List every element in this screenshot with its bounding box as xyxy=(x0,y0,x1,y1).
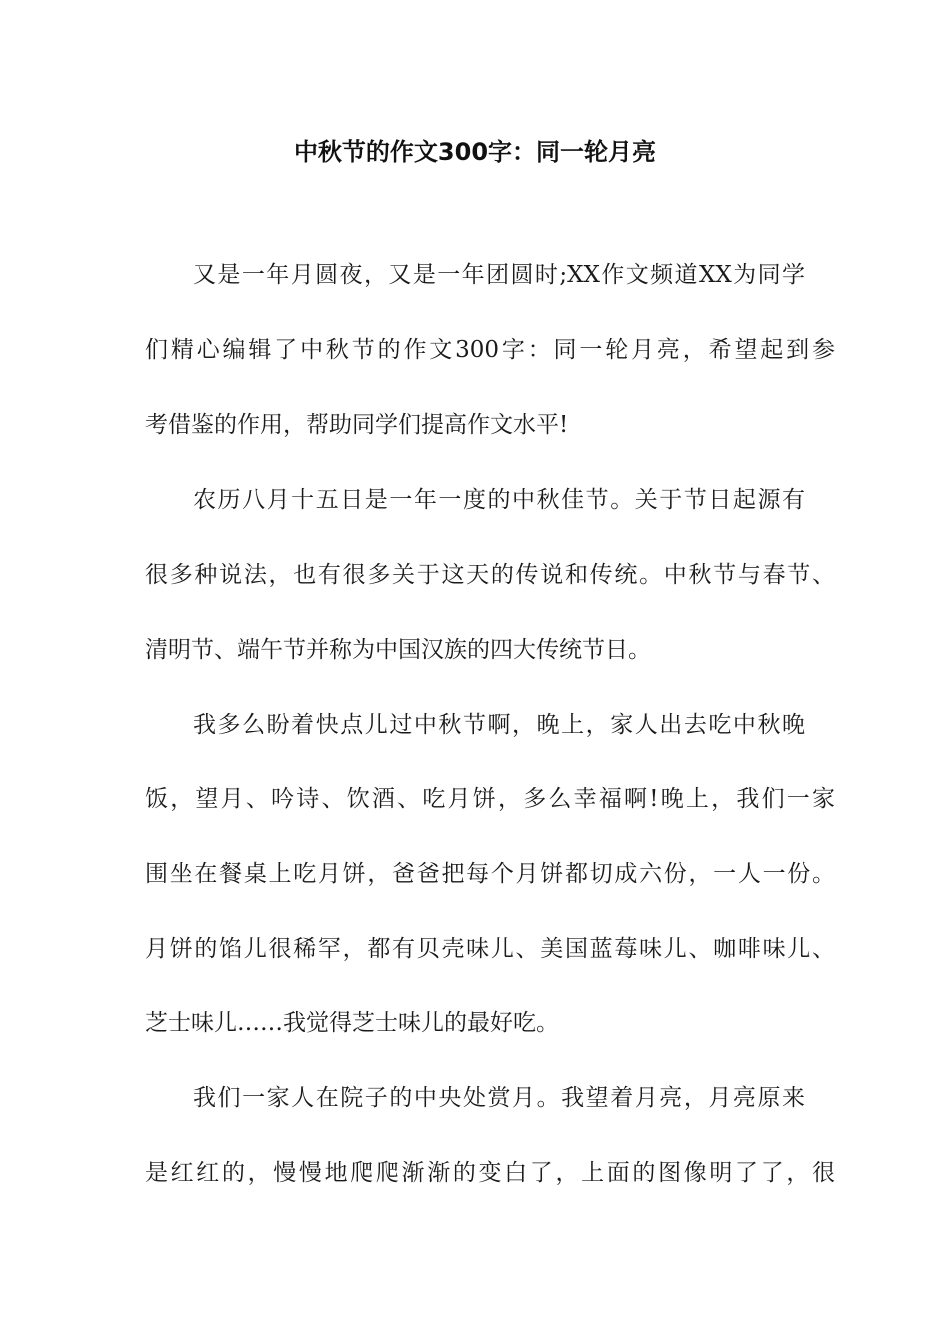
paragraph-line: 我们一家人在院子的中央处赏月。我望着月亮，月亮原来 xyxy=(193,1085,805,1111)
paragraph-line: 月饼的馅儿很稀罕，都有贝壳味儿、美国蓝莓味儿、咖啡味儿、 xyxy=(145,936,835,962)
document-title: 中秋节的作文300字：同一轮月亮 xyxy=(293,138,657,166)
paragraph-line: 芝士味儿……我觉得芝士味儿的最好吃。 xyxy=(145,1010,559,1036)
paragraph-line: 饭，望月、吟诗、饮酒、吃月饼，多么幸福啊!晚上，我们一家 xyxy=(145,786,835,812)
paragraph-line: 我多么盼着快点儿过中秋节啊，晚上，家人出去吃中秋晚 xyxy=(193,712,805,738)
paragraph-line: 清明节、端午节并称为中国汉族的四大传统节日。 xyxy=(145,637,651,663)
paragraph-line: 又是一年月圆夜，又是一年团圆时;XX作文频道XX为同学 xyxy=(193,262,805,288)
paragraph-line: 们精心编辑了中秋节的作文300字：同一轮月亮，希望起到参 xyxy=(145,337,835,363)
paragraph-line: 是红红的，慢慢地爬爬渐渐的变白了，上面的图像明了了，很 xyxy=(145,1160,835,1186)
paragraph-line: 考借鉴的作用，帮助同学们提高作文水平! xyxy=(145,412,569,438)
paragraph-line: 围坐在餐桌上吃月饼，爸爸把每个月饼都切成六份，一人一份。 xyxy=(145,861,835,887)
paragraph-line: 农历八月十五日是一年一度的中秋佳节。关于节日起源有 xyxy=(193,487,805,513)
paragraph-line: 很多种说法，也有很多关于这天的传说和传统。中秋节与春节、 xyxy=(145,562,835,588)
